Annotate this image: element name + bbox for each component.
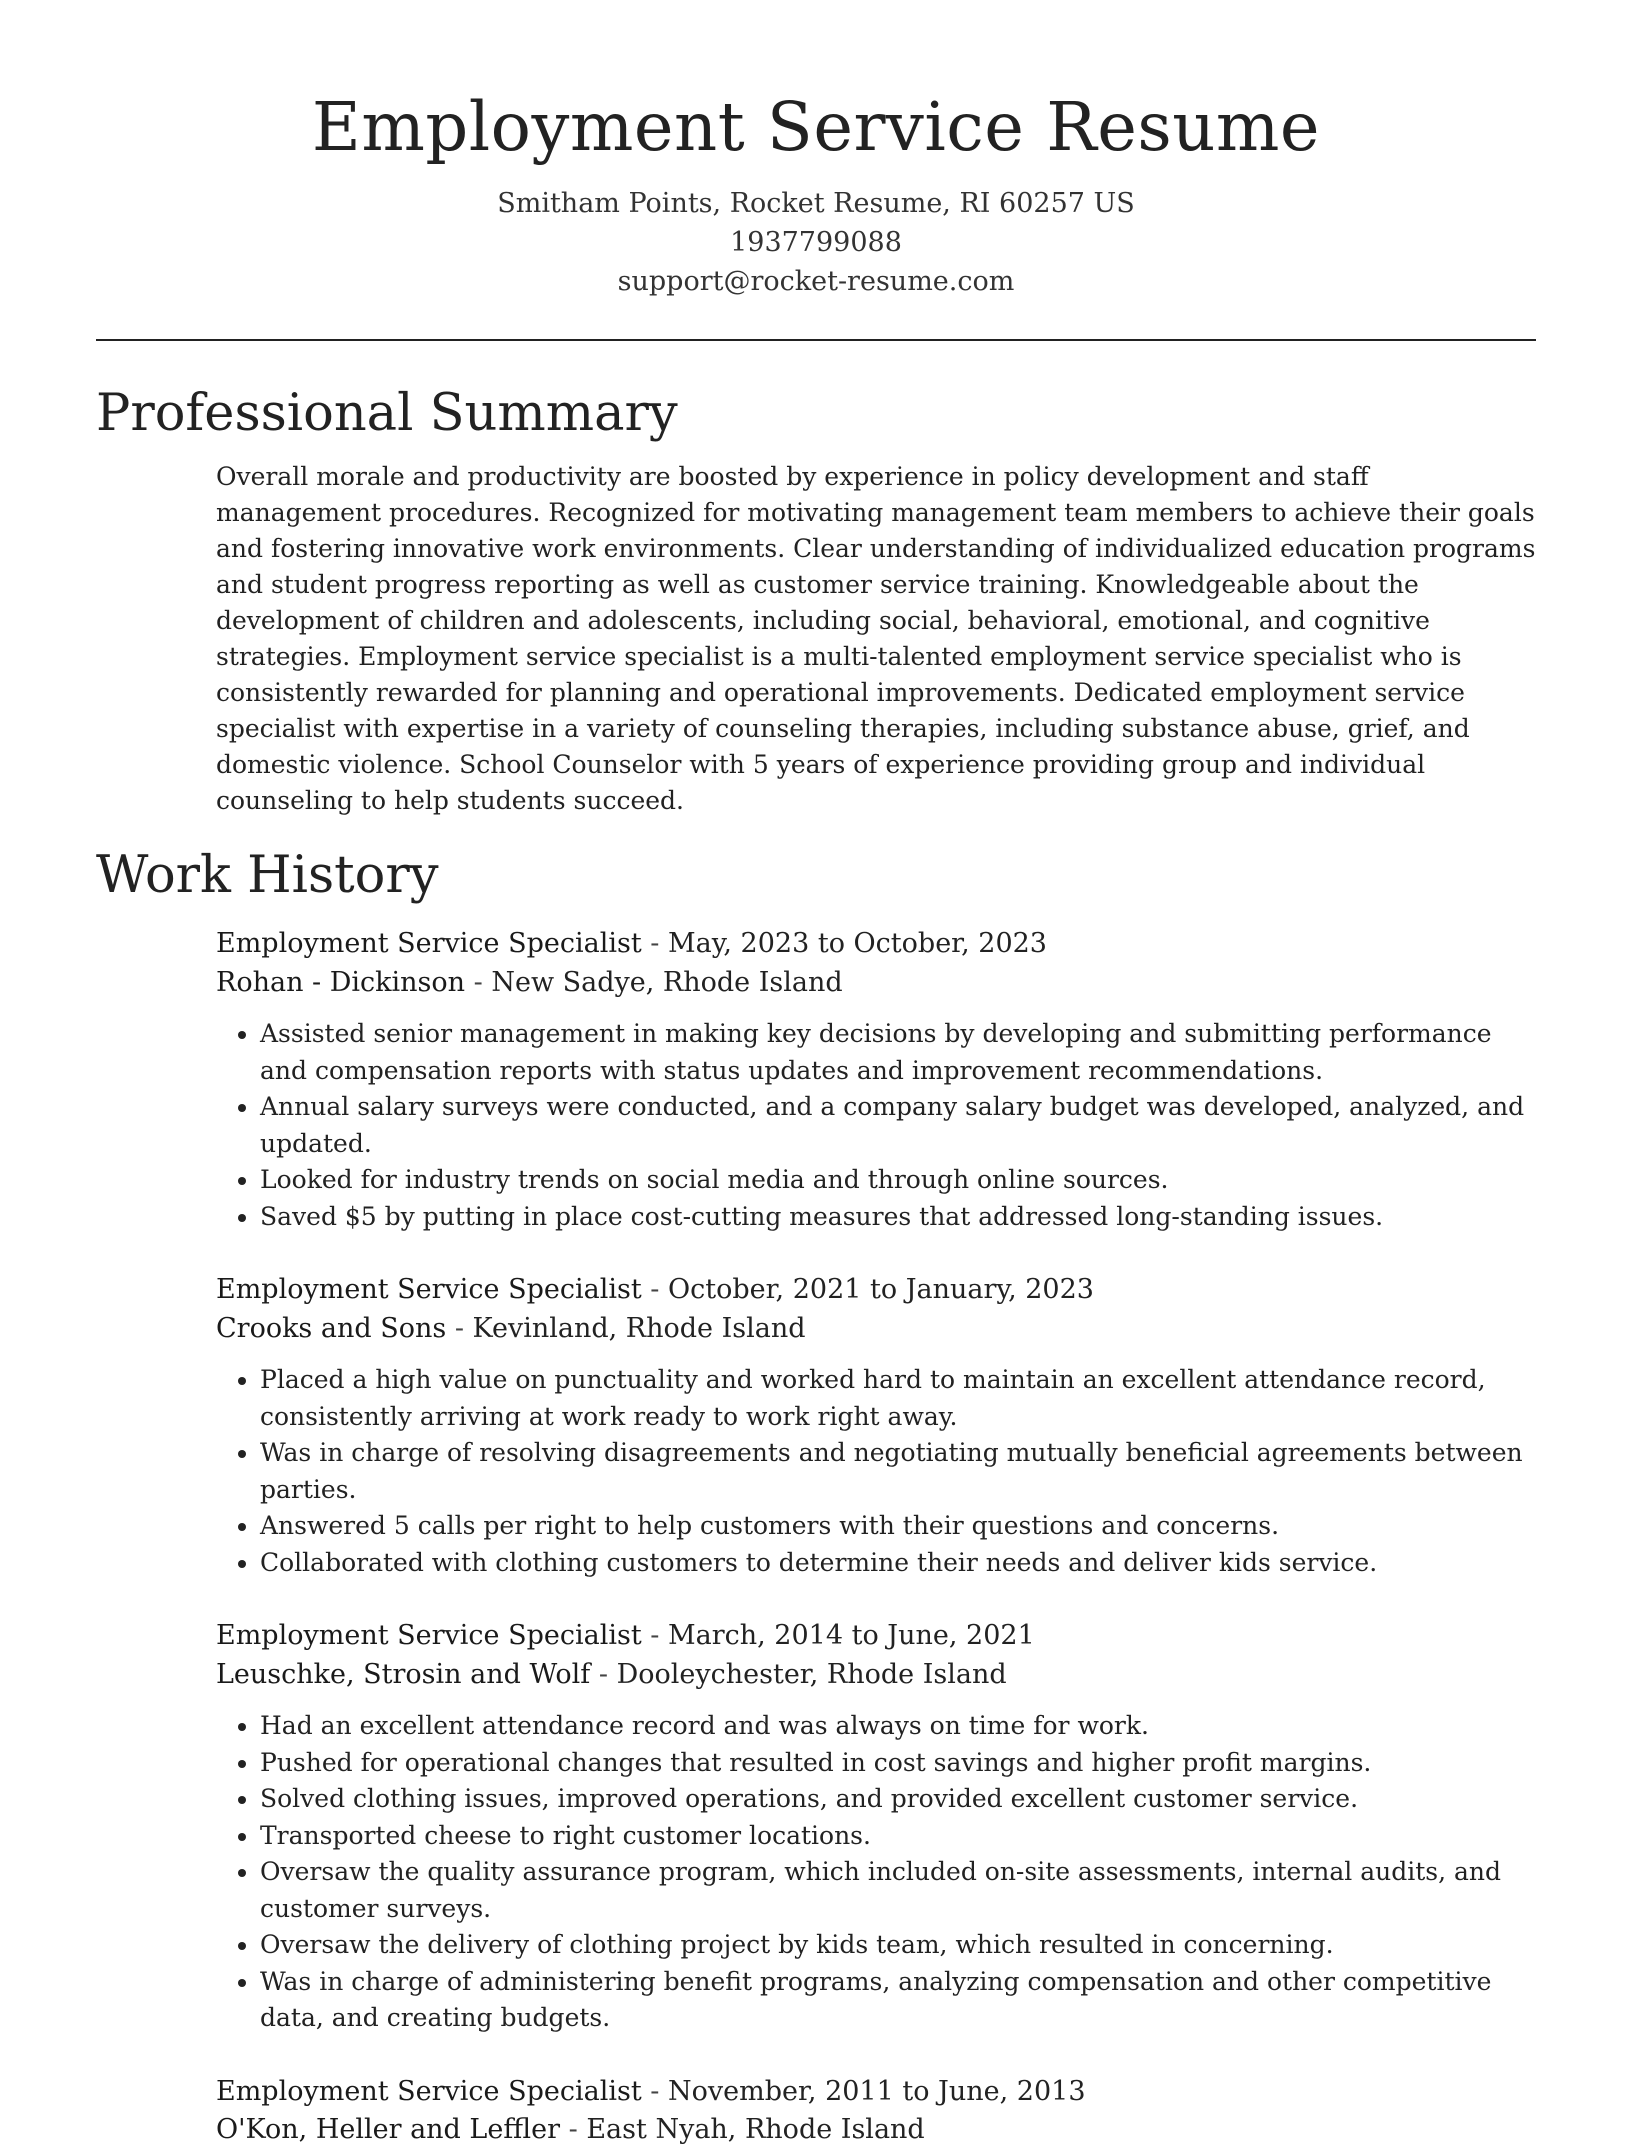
- header-divider: [96, 339, 1536, 341]
- separator: -: [641, 928, 668, 959]
- separator: -: [641, 1274, 668, 1305]
- separator: -: [465, 966, 492, 998]
- job-bullet: • Annual salary surveys were conducted, and a company salary budget was developed, analyzed, and updated.: [260, 1089, 1536, 1162]
- job-dates: November, 2011 to June, 2013: [667, 2075, 1086, 2107]
- address: Smitham Points, Rocket Resume, RI 60257 US: [497, 188, 1135, 219]
- job-bullet: • Pushed for operational changes that resulted in cost savings and higher profit margins.: [260, 1745, 1536, 1782]
- job-company: Leuschke, Strosin and Wolf: [216, 1658, 591, 1690]
- job-bullet: • Oversaw the delivery of clothing project by kids team, which resulted in concerning.: [260, 1927, 1536, 1964]
- job-location: Kevinland, Rhode Island: [472, 1312, 806, 1344]
- summary-text: Overall morale and productivity are boosted by experience in policy development and staff management procedures. Recognized for motivating management team members to achieve their goals and fostering innovative work environments. Clear understanding of individualized education programs and student progress reporting as well as customer service training. Knowledgeable about the development of children and adolescents, including social, behavioral, emotional, and cognitive strategies. Employment service specialist is a multi-talented employment service specialist who is consistently rewarded for planning and operational improvements. Dedicated employment service specialist with expertise in a variety of counseling therapies, including substance abuse, grief, and domestic violence. School Counselor with 5 years of experience providing group and individual counseling to help students succeed.: [216, 462, 1536, 815]
- separator: -: [560, 2114, 587, 2145]
- job-bullet: • Placed a high value on punctuality and worked hard to maintain an excellent attendance record, consistently arriving at work ready to work right away.: [260, 1362, 1536, 1435]
- job-bullets: [216, 1362, 1536, 1581]
- job-bullet: • Was in charge of administering benefit programs, analyzing compensation and other competitive data, and creating budgets.: [260, 1964, 1536, 2037]
- job-role-line: [216, 2073, 1536, 2112]
- job-role-line: [216, 1617, 1536, 1656]
- job-bullets: [216, 1708, 1536, 2037]
- separator: -: [590, 1658, 617, 1690]
- job-entry: [216, 1271, 1536, 1581]
- resume-header: [96, 82, 1536, 301]
- job-bullet: • Transported cheese to right customer locations.: [260, 1818, 1536, 1855]
- job-location: Dooleychester, Rhode Island: [616, 1658, 1007, 1690]
- job-bullet: • Collaborated with clothing customers to determine their needs and deliver kids service.: [260, 1545, 1536, 1582]
- separator: -: [641, 1620, 668, 1651]
- job-company: O'Kon, Heller and Leffler: [216, 2114, 561, 2145]
- contact-block: [96, 184, 1536, 301]
- job-entry: [216, 1617, 1536, 2037]
- job-dates: March, 2014 to June, 2021: [667, 1620, 1035, 1651]
- job-bullets: [216, 1016, 1536, 1235]
- job-role: Employment Service Specialist: [216, 928, 642, 959]
- summary-heading: Professional Summary: [96, 384, 678, 443]
- job-bullet: • Had an excellent attendance record and was always on time for work.: [260, 1708, 1536, 1745]
- job-bullet: • Saved $5 by putting in place cost-cutting measures that addressed long-standing issues.: [260, 1199, 1536, 1236]
- job-bullet: • Looked for industry trends on social media and through online sources.: [260, 1162, 1536, 1199]
- job-entry: [216, 925, 1536, 1235]
- email: support@rocket-resume.com: [617, 266, 1015, 297]
- job-company: Rohan - Dickinson: [216, 966, 466, 998]
- job-bullet: • Assisted senior management in making key decisions by developing and submitting performance and compensation reports with status updates and improvement recommendations.: [260, 1016, 1536, 1089]
- job-company-line: [216, 2111, 1536, 2150]
- work-history-list: [216, 925, 1536, 2150]
- job-role-line: [216, 1271, 1536, 1310]
- job-company-line: [216, 1310, 1536, 1349]
- job-bullet: • Answered 5 calls per right to help customers with their questions and concerns.: [260, 1508, 1536, 1545]
- job-location: East Nyah, Rhode Island: [586, 2114, 925, 2145]
- job-bullet: • Solved clothing issues, improved operations, and provided excellent customer service.: [260, 1781, 1536, 1818]
- job-company-line: [216, 1656, 1536, 1695]
- job-role: Employment Service Specialist: [216, 1274, 642, 1305]
- separator: -: [641, 2075, 668, 2107]
- resume-title: Employment Service Resume: [311, 88, 1321, 166]
- job-bullet: • Oversaw the quality assurance program, which included on-site assessments, internal audits, and customer surveys.: [260, 1854, 1536, 1927]
- job-role-line: [216, 925, 1536, 964]
- job-dates: October, 2021 to January, 2023: [667, 1274, 1094, 1305]
- work-history-heading: Work History: [96, 846, 439, 905]
- job-location: New Sadye, Rhode Island: [491, 966, 843, 998]
- job-dates: May, 2023 to October, 2023: [667, 928, 1047, 959]
- job-role: Employment Service Specialist: [216, 2075, 642, 2107]
- job-role: Employment Service Specialist: [216, 1620, 642, 1651]
- job-company: Crooks and Sons: [216, 1312, 447, 1344]
- phone: 1937799088: [730, 227, 902, 258]
- separator: -: [446, 1312, 473, 1344]
- job-bullet: • Was in charge of resolving disagreements and negotiating mutually beneficial agreements between parties.: [260, 1435, 1536, 1508]
- job-entry: [216, 2073, 1536, 2150]
- job-company-line: [216, 964, 1536, 1003]
